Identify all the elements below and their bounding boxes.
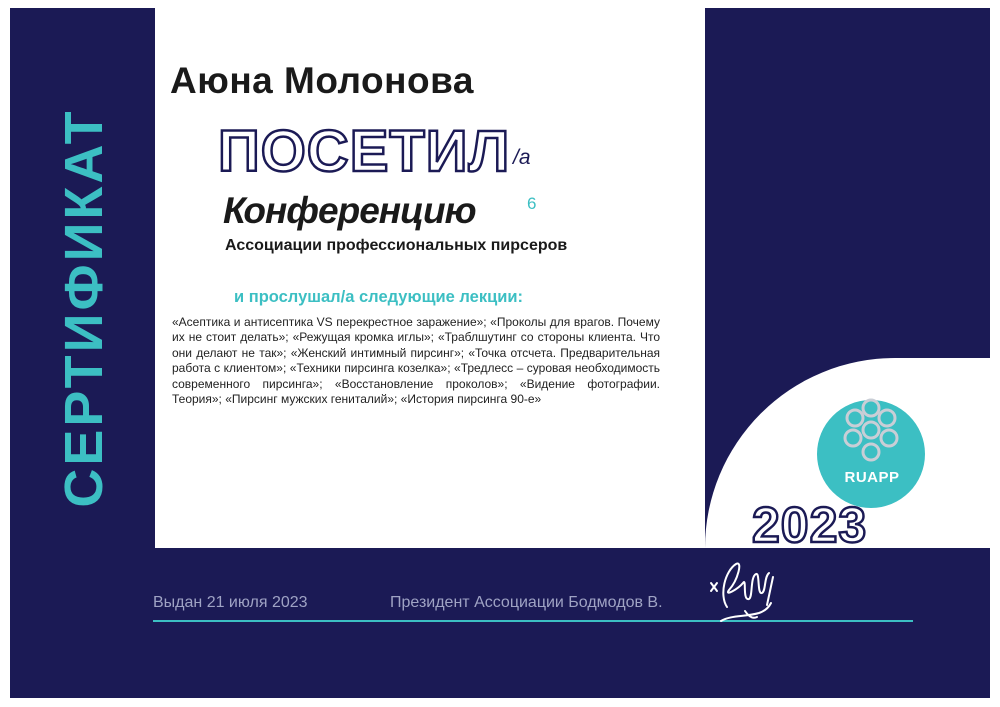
- bottom-navy-panel: [10, 548, 990, 698]
- signature-line: [153, 620, 913, 622]
- attended-suffix: /а: [513, 146, 531, 169]
- event-year: 2023: [752, 497, 868, 553]
- conference-number: 6: [527, 194, 537, 213]
- association-name: Ассоциации профессиональных пирсеров: [225, 237, 568, 254]
- issued-date: Выдан 21 июля 2023: [153, 594, 308, 611]
- signature-mark: [705, 555, 780, 630]
- certificate-title: СЕРТИФИКАТ: [54, 108, 114, 508]
- lectures-list: «Асептика и антисептика VS перекрестное заражение»; «Проколы для врагов. Почему их не стоит делать»; «Режущая кромка иглы»; «Траблшутинг со стороны клиента. Что они делают не так»; «Женский интимный пирсинг»; «Точка отсчета. Предварительная работа с клиентом»; «Техники пирсинга козелка»; «Тредлесс – суровая необходимость современного пирсинга»; «Восстановление проколов»; «Видение фотографии. Теория»; «Пирсинг мужских гениталий»; «История пирсинга 90-е»: [172, 315, 660, 407]
- lectures-heading: и прослушал/а следующие лекции:: [234, 288, 524, 306]
- conference-title: Конференцию: [223, 190, 476, 231]
- attended-word: ПОСЕТИЛ: [218, 119, 511, 184]
- ruapp-flower-icon: [840, 398, 902, 466]
- ruapp-label: RUAPP: [844, 469, 900, 486]
- recipient-name: Аюна Молонова: [170, 60, 474, 101]
- president-name: Президент Ассоциации Бодмодов В.: [390, 594, 663, 611]
